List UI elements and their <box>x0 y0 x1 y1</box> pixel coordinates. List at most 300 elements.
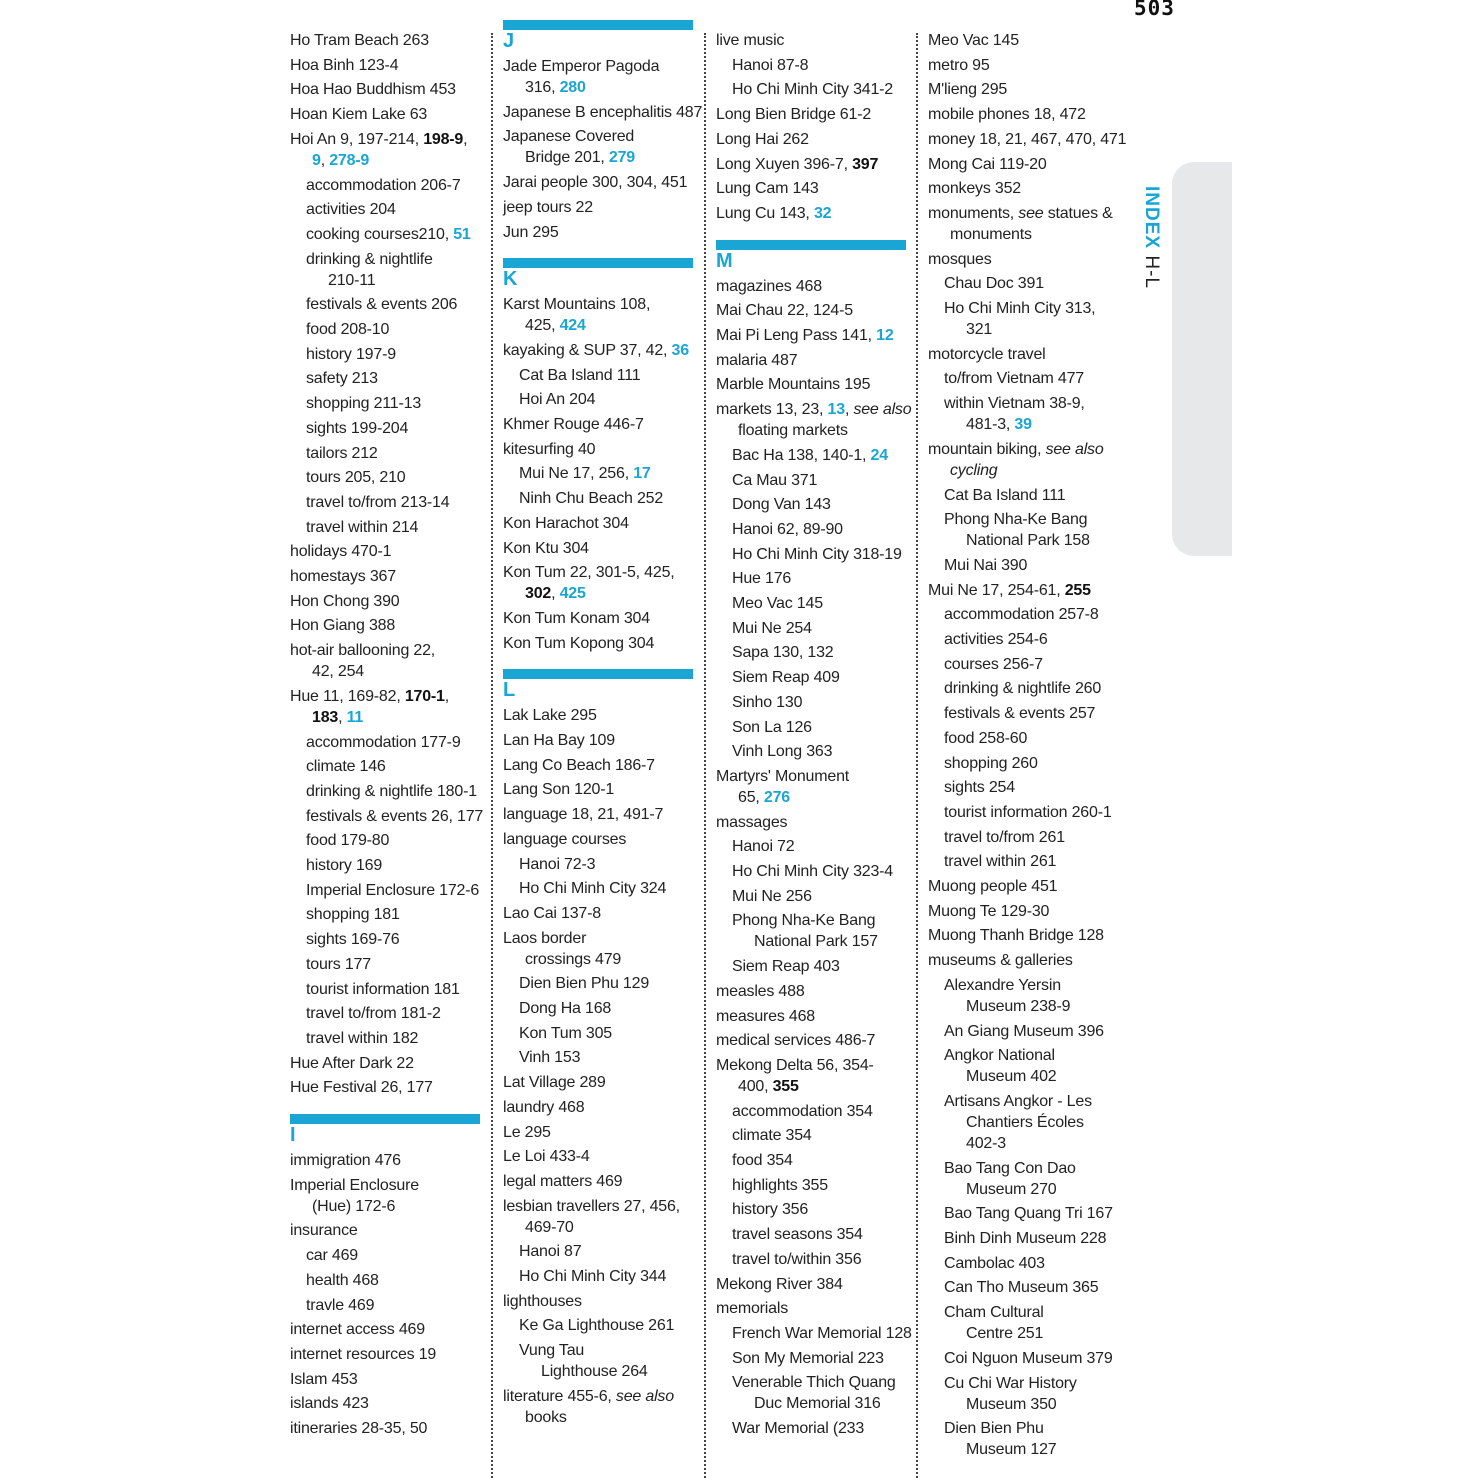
entry-text: to/from Vietnam 477 <box>944 370 1084 388</box>
entry-text: language 18, 21, 491-7 <box>503 806 664 824</box>
entry-text: Imperial Enclosure <box>290 1176 419 1194</box>
entry-text: Can Tho Museum 365 <box>944 1279 1099 1297</box>
entry-text: travle 469 <box>306 1296 375 1314</box>
index-entry <box>716 154 916 175</box>
index-entry <box>503 1171 703 1192</box>
index-entry <box>944 604 1128 625</box>
entry-text-part: 255 <box>1064 581 1091 599</box>
entry-text: Lao Cai 137-8 <box>503 904 601 922</box>
entry-text: Hue Festival 26, 177 <box>290 1079 433 1097</box>
entry-text: Kon Ktu 304 <box>503 539 589 557</box>
index-entry <box>290 1077 490 1098</box>
entry-text-part: see also <box>853 401 912 419</box>
entry-text-part: 278-9 <box>329 151 370 169</box>
index-entry <box>944 802 1128 823</box>
entry-text-part: 32 <box>813 204 832 222</box>
index-entry-continuation <box>290 150 490 171</box>
index-entry <box>732 861 916 882</box>
entry-text: courses 256-7 <box>944 655 1043 673</box>
index-entry <box>519 389 703 410</box>
entry-text: Kon Harachot 304 <box>503 514 629 532</box>
entry-text: Kon Tum 305 <box>519 1024 612 1042</box>
entry-text: Lat Village 289 <box>503 1074 606 1092</box>
index-entry <box>503 513 703 534</box>
index-entry <box>732 445 916 466</box>
entry-text: accommodation 257-8 <box>944 606 1099 624</box>
entry-text-part: 12 <box>876 327 894 344</box>
entry-text: shopping 260 <box>944 754 1038 772</box>
entry-text: Lak Lake 295 <box>503 707 597 725</box>
index-entry <box>944 851 1128 872</box>
entry-text-part: kayaking & SUP 37, 42, <box>503 341 672 359</box>
index-entry <box>503 633 703 654</box>
entry-text: Bao Tang Con Dao <box>944 1159 1076 1177</box>
index-entry <box>716 203 916 224</box>
entry-text-part: 65, <box>738 788 764 806</box>
index-entry <box>716 1030 916 1051</box>
index-entry <box>944 1302 1128 1323</box>
index-entry <box>290 1319 490 1340</box>
index-entry <box>732 1224 916 1245</box>
entry-text: Alexandre Yersin <box>944 976 1061 994</box>
entry-text: safety 213 <box>306 370 378 388</box>
entry-text: Jade Emperor Pagoda <box>503 58 660 75</box>
index-entry <box>306 319 490 340</box>
entry-text: Hanoi 87 <box>519 1243 582 1261</box>
index-entry <box>944 753 1128 774</box>
index-entry <box>290 1220 490 1241</box>
index-entry <box>732 910 916 931</box>
entry-text: Siem Reap 403 <box>732 958 840 976</box>
index-entry <box>290 55 490 76</box>
entry-text-part: cooking courses210, <box>306 225 454 243</box>
entry-text: travel to/from 181-2 <box>306 1005 441 1023</box>
page-number: 503 <box>1134 0 1175 20</box>
index-entry <box>732 717 916 738</box>
entry-text-part: 13 <box>827 401 845 419</box>
index-entry <box>519 1266 703 1287</box>
entry-text-part: 279 <box>608 149 635 167</box>
index-entry <box>519 878 703 899</box>
entry-text: Meo Vac 145 <box>928 32 1019 49</box>
index-entry <box>732 470 916 491</box>
entry-text: sights 169-76 <box>306 931 400 949</box>
index-entry <box>732 741 916 762</box>
entry-text: memorials <box>716 1300 788 1318</box>
index-entry <box>306 979 490 1000</box>
entry-text-part: 170-1 <box>404 687 445 705</box>
index-entry <box>519 488 703 509</box>
index-entry-continuation <box>503 1217 703 1238</box>
index-entry <box>503 928 703 949</box>
index-entry-continuation <box>503 1407 703 1428</box>
entry-text-part: Mai Pi Leng Pass 141, <box>716 327 877 344</box>
index-entry <box>928 79 1128 100</box>
entry-text: climate 354 <box>732 1127 812 1145</box>
index-entry <box>503 804 703 825</box>
column-separator <box>704 33 706 1478</box>
index-entry <box>290 541 490 562</box>
index-entry <box>944 1228 1128 1249</box>
entry-text: Hanoi 72 <box>732 838 795 856</box>
entry-text-part: literature 455-6, <box>503 1387 616 1405</box>
entry-text: Ke Ga Lighthouse 261 <box>519 1317 675 1335</box>
index-entry <box>732 1249 916 1270</box>
entry-text: Museum 402 <box>966 1068 1057 1086</box>
entry-text-part: 481-3, <box>966 416 1015 434</box>
entry-text: Museum 350 <box>966 1395 1057 1413</box>
index-entry <box>519 463 703 484</box>
entry-text: Ho Tram Beach 263 <box>290 32 429 49</box>
entry-text-part: , <box>320 151 330 169</box>
entry-text: Siem Reap 409 <box>732 669 840 687</box>
index-entry <box>944 703 1128 724</box>
index-entry <box>503 1072 703 1093</box>
index-entry <box>306 517 490 538</box>
index-entry <box>503 172 703 193</box>
entry-text: Vinh Long 363 <box>732 743 833 761</box>
entry-text: laundry 468 <box>503 1098 585 1116</box>
entry-text: Angkor National <box>944 1047 1055 1065</box>
index-entry <box>306 175 490 196</box>
entry-text: Hoan Kiem Lake 63 <box>290 106 428 124</box>
entry-text-part: 424 <box>559 317 586 335</box>
entry-text: Centre 251 <box>966 1325 1044 1343</box>
entry-text: 42, 254 <box>312 663 364 681</box>
entry-text: (Hue) 172-6 <box>312 1197 396 1215</box>
index-entry <box>290 1344 490 1365</box>
entry-text: Mong Cai 119-20 <box>928 155 1047 173</box>
index-entry <box>944 654 1128 675</box>
entry-text-part: 425 <box>559 585 586 603</box>
index-entry <box>716 276 916 297</box>
entry-text-part: Bridge 201, <box>525 149 609 167</box>
index-entry <box>732 544 916 565</box>
index-entry <box>503 1386 703 1407</box>
index-entry <box>290 686 490 707</box>
entry-text: money 18, 21, 467, 470, 471 <box>928 130 1127 148</box>
entry-text-part: , <box>551 585 560 603</box>
index-entry <box>716 981 916 1002</box>
entry-text: M'lieng 295 <box>928 81 1008 99</box>
entry-text: Long Bien Bridge 61-2 <box>716 106 872 124</box>
entry-text: Phong Nha-Ke Bang <box>944 511 1088 529</box>
index-entry <box>306 1003 490 1024</box>
index-entry <box>503 705 703 726</box>
index-entry-continuation <box>503 949 703 970</box>
index-entry <box>944 555 1128 576</box>
index-entry <box>519 854 703 875</box>
entry-text-part: Long Xuyen 396-7, <box>716 155 853 173</box>
entry-text: metro 95 <box>928 56 990 74</box>
entry-text: Venerable Thich Quang <box>732 1374 896 1392</box>
index-entry <box>503 779 703 800</box>
index-entry <box>732 1150 916 1171</box>
index-entry <box>503 1097 703 1118</box>
index-entry <box>732 79 916 100</box>
entry-text: Dien Bien Phu <box>944 1420 1044 1438</box>
index-entry <box>944 1253 1128 1274</box>
entry-text: Cambolac 403 <box>944 1254 1045 1272</box>
entry-text: shopping 211-13 <box>306 395 422 413</box>
entry-text: travel within 182 <box>306 1029 419 1047</box>
index-entry-continuation <box>503 583 703 604</box>
index-entry-continuation <box>944 1323 1128 1344</box>
entry-text: Mekong Delta 56, 354- <box>716 1056 874 1074</box>
entry-text: Museum 238-9 <box>966 997 1071 1015</box>
index-entry <box>306 1295 490 1316</box>
index-entry <box>716 1274 916 1295</box>
entry-text: Ho Chi Minh City 341-2 <box>732 81 893 99</box>
index-entry <box>306 855 490 876</box>
entry-text: Chau Doc 391 <box>944 275 1044 293</box>
entry-text-part: 397 <box>852 155 879 173</box>
entry-text: Artisans Angkor - Les <box>944 1092 1092 1110</box>
entry-text-part: 280 <box>559 79 586 96</box>
entry-text: drinking & nightlife 180-1 <box>306 782 477 800</box>
entry-text: Le 295 <box>503 1123 551 1141</box>
index-entry-continuation <box>290 707 490 728</box>
index-entry-continuation <box>732 931 916 952</box>
entry-text-part: statues & <box>1043 204 1113 222</box>
entry-text: insurance <box>290 1222 358 1240</box>
entry-text: tours 177 <box>306 955 371 973</box>
entry-text-part: 51 <box>453 225 471 243</box>
entry-text: Lighthouse 264 <box>541 1363 648 1381</box>
column-separator <box>491 33 493 1478</box>
entry-text: lighthouses <box>503 1292 582 1310</box>
entry-text: Meo Vac 145 <box>732 595 823 612</box>
entry-text: health 468 <box>306 1271 379 1289</box>
letter-bar <box>503 669 693 679</box>
letter-heading: J <box>503 30 515 52</box>
index-entry <box>306 492 490 513</box>
entry-text: Bao Tang Quang Tri 167 <box>944 1205 1113 1223</box>
entry-text-part: Mui Ne 17, 256, <box>519 465 634 483</box>
index-entry <box>306 249 490 270</box>
index-entry-continuation <box>944 1066 1128 1087</box>
index-entry <box>290 79 490 100</box>
entry-text: sights 199-204 <box>306 419 409 437</box>
entry-text: jeep tours 22 <box>503 198 593 216</box>
index-entry <box>306 929 490 950</box>
index-entry <box>306 781 490 802</box>
entry-text: Karst Mountains 108, <box>503 296 651 314</box>
index-entry-continuation <box>928 460 1128 481</box>
index-entry <box>306 880 490 901</box>
index-entry-continuation <box>944 1133 1128 1154</box>
entry-text: malaria 487 <box>716 351 798 369</box>
index-entry <box>306 1028 490 1049</box>
index-entry-continuation <box>944 1394 1128 1415</box>
letter-bar <box>503 258 693 268</box>
entry-text: Chantiers Écoles <box>966 1113 1084 1131</box>
index-entry <box>306 830 490 851</box>
entry-text: measles 488 <box>716 982 805 1000</box>
index-entry <box>716 1298 916 1319</box>
index-entry <box>716 1006 916 1027</box>
entry-text: activities 254-6 <box>944 631 1048 648</box>
entry-text: climate 146 <box>306 758 386 776</box>
entry-text: museums & galleries <box>928 952 1073 970</box>
entry-text: National Park 158 <box>966 532 1090 550</box>
entry-text: Lang Son 120-1 <box>503 781 615 799</box>
letter-heading: L <box>503 679 516 702</box>
entry-text: holidays 470-1 <box>290 543 392 561</box>
index-entry <box>716 812 916 833</box>
index-entry <box>732 1323 916 1344</box>
entry-text: language courses <box>503 830 627 848</box>
index-entry-continuation <box>519 1361 703 1382</box>
entry-text: food 208-10 <box>306 321 390 338</box>
index-entry <box>928 901 1128 922</box>
entry-text: Ninh Chu Beach 252 <box>519 490 664 508</box>
entry-text-part: 36 <box>671 341 689 359</box>
entry-text: shopping 181 <box>306 906 400 924</box>
entry-text: Marble Mountains 195 <box>716 376 871 394</box>
index-entry <box>290 1175 490 1196</box>
entry-text-part: Hue 11, 169-82, <box>290 687 405 705</box>
index-entry-continuation <box>306 270 490 291</box>
entry-text: Khmer Rouge 446-7 <box>503 416 644 433</box>
index-entry <box>306 954 490 975</box>
index-entry <box>732 667 916 688</box>
entry-text: massages <box>716 813 788 831</box>
entry-text: Cham Cultural <box>944 1304 1044 1322</box>
entry-text: Japanese B encephalitis 487 <box>503 103 703 121</box>
index-entry <box>290 1369 490 1390</box>
index-entry <box>732 568 916 589</box>
entry-text: Mui Nai 390 <box>944 556 1028 574</box>
entry-text: Ho Chi Minh City 313, <box>944 300 1096 317</box>
entry-text-part: markets 13, 23, <box>716 401 828 419</box>
index-entry <box>732 956 916 977</box>
entry-text: Dien Bien Phu 129 <box>519 975 650 993</box>
entry-text: Long Hai 262 <box>716 130 809 148</box>
entry-text: Hoa Hao Buddhism 453 <box>290 81 456 99</box>
index-entry <box>290 1150 490 1171</box>
index-entry <box>716 325 916 346</box>
index-entry <box>928 344 1128 365</box>
index-entry <box>732 642 916 663</box>
index-entry <box>306 443 490 464</box>
index-entry <box>732 1199 916 1220</box>
index-entry-continuation <box>944 1179 1128 1200</box>
index-entry <box>944 485 1128 506</box>
letter-bar <box>290 1114 480 1124</box>
entry-text: Hanoi 72-3 <box>519 855 596 873</box>
index-entry <box>306 1270 490 1291</box>
index-entry <box>928 249 1128 270</box>
entry-text-part: 276 <box>763 788 790 806</box>
entry-text: Hon Chong 390 <box>290 592 400 610</box>
index-entry <box>503 829 703 850</box>
entry-text: travel to/from 213-14 <box>306 493 450 511</box>
index-entry <box>306 368 490 389</box>
index-entry-continuation <box>716 787 916 808</box>
entry-text: Cu Chi War History <box>944 1374 1077 1392</box>
entry-text: travel within 214 <box>306 518 419 536</box>
index-entry <box>732 836 916 857</box>
index-entry <box>503 414 703 435</box>
index-entry <box>928 30 1128 51</box>
entry-text: Ho Chi Minh City 318-19 <box>732 545 902 563</box>
index-entry <box>928 925 1128 946</box>
letter-heading: M <box>716 249 733 272</box>
index-entry <box>732 1101 916 1122</box>
index-entry <box>732 886 916 907</box>
entry-text: Lung Cam 143 <box>716 180 819 198</box>
index-entry <box>928 950 1128 971</box>
section-label-range: H-L <box>1141 255 1162 289</box>
entry-text: sights 254 <box>944 779 1015 797</box>
entry-text: Jarai people 300, 304, 451 <box>503 174 688 192</box>
entry-text: accommodation 206-7 <box>306 176 461 194</box>
index-entry <box>944 509 1128 530</box>
entry-text: hot-air ballooning 22, <box>290 642 436 660</box>
entry-text-part: , <box>338 708 347 726</box>
index-entry <box>716 350 916 371</box>
index-entry <box>716 374 916 395</box>
entry-text: monkeys 352 <box>928 180 1021 198</box>
index-entry <box>290 1418 490 1439</box>
entry-text: drinking & nightlife <box>306 250 433 268</box>
index-entry <box>944 273 1128 294</box>
entry-text: Muong Te 129-30 <box>928 902 1050 920</box>
entry-text: measures 468 <box>716 1007 815 1025</box>
index-entry <box>519 1047 703 1068</box>
index-entry <box>928 580 1128 601</box>
entry-text: history 197-9 <box>306 345 396 363</box>
index-entry <box>290 1393 490 1414</box>
index-entry-continuation <box>944 530 1128 551</box>
index-entry <box>519 1315 703 1336</box>
entry-text: festivals & events 206 <box>306 296 458 314</box>
column-separator <box>916 33 918 1478</box>
entry-text: history 356 <box>732 1201 809 1219</box>
index-entry <box>928 55 1128 76</box>
index-entry <box>306 1245 490 1266</box>
entry-text: Binh Dinh Museum 228 <box>944 1230 1107 1247</box>
index-entry <box>503 197 703 218</box>
index-entry <box>944 678 1128 699</box>
entry-text: history 169 <box>306 857 383 874</box>
index-entry <box>716 178 916 199</box>
index-entry <box>716 399 916 420</box>
index-entry <box>306 393 490 414</box>
index-entry <box>928 439 1128 460</box>
index-entry <box>503 1196 703 1217</box>
entry-text: Mai Chau 22, 124-5 <box>716 302 853 320</box>
index-entry <box>732 1372 916 1393</box>
index-entry <box>944 1348 1128 1369</box>
entry-text: Coi Nguon Museum 379 <box>944 1349 1113 1367</box>
entry-text-part: Bac Ha 138, 140-1, <box>732 446 871 464</box>
index-entry <box>732 1348 916 1369</box>
index-entry <box>519 1241 703 1262</box>
entry-text: Hon Giang 388 <box>290 617 396 635</box>
entry-text: Muong Thanh Bridge 128 <box>928 927 1104 945</box>
entry-text-part: 183 <box>312 708 339 726</box>
entry-text-part: monuments, <box>928 204 1019 222</box>
entry-text: within Vietnam 38-9, <box>944 395 1085 413</box>
index-entry <box>944 728 1128 749</box>
entry-text: Hanoi 62, 89-90 <box>732 520 843 538</box>
index-entry <box>290 566 490 587</box>
entry-text: Vung Tau <box>519 1342 585 1360</box>
index-entry-continuation <box>290 1196 490 1217</box>
entry-text-part: 9 <box>312 151 321 169</box>
